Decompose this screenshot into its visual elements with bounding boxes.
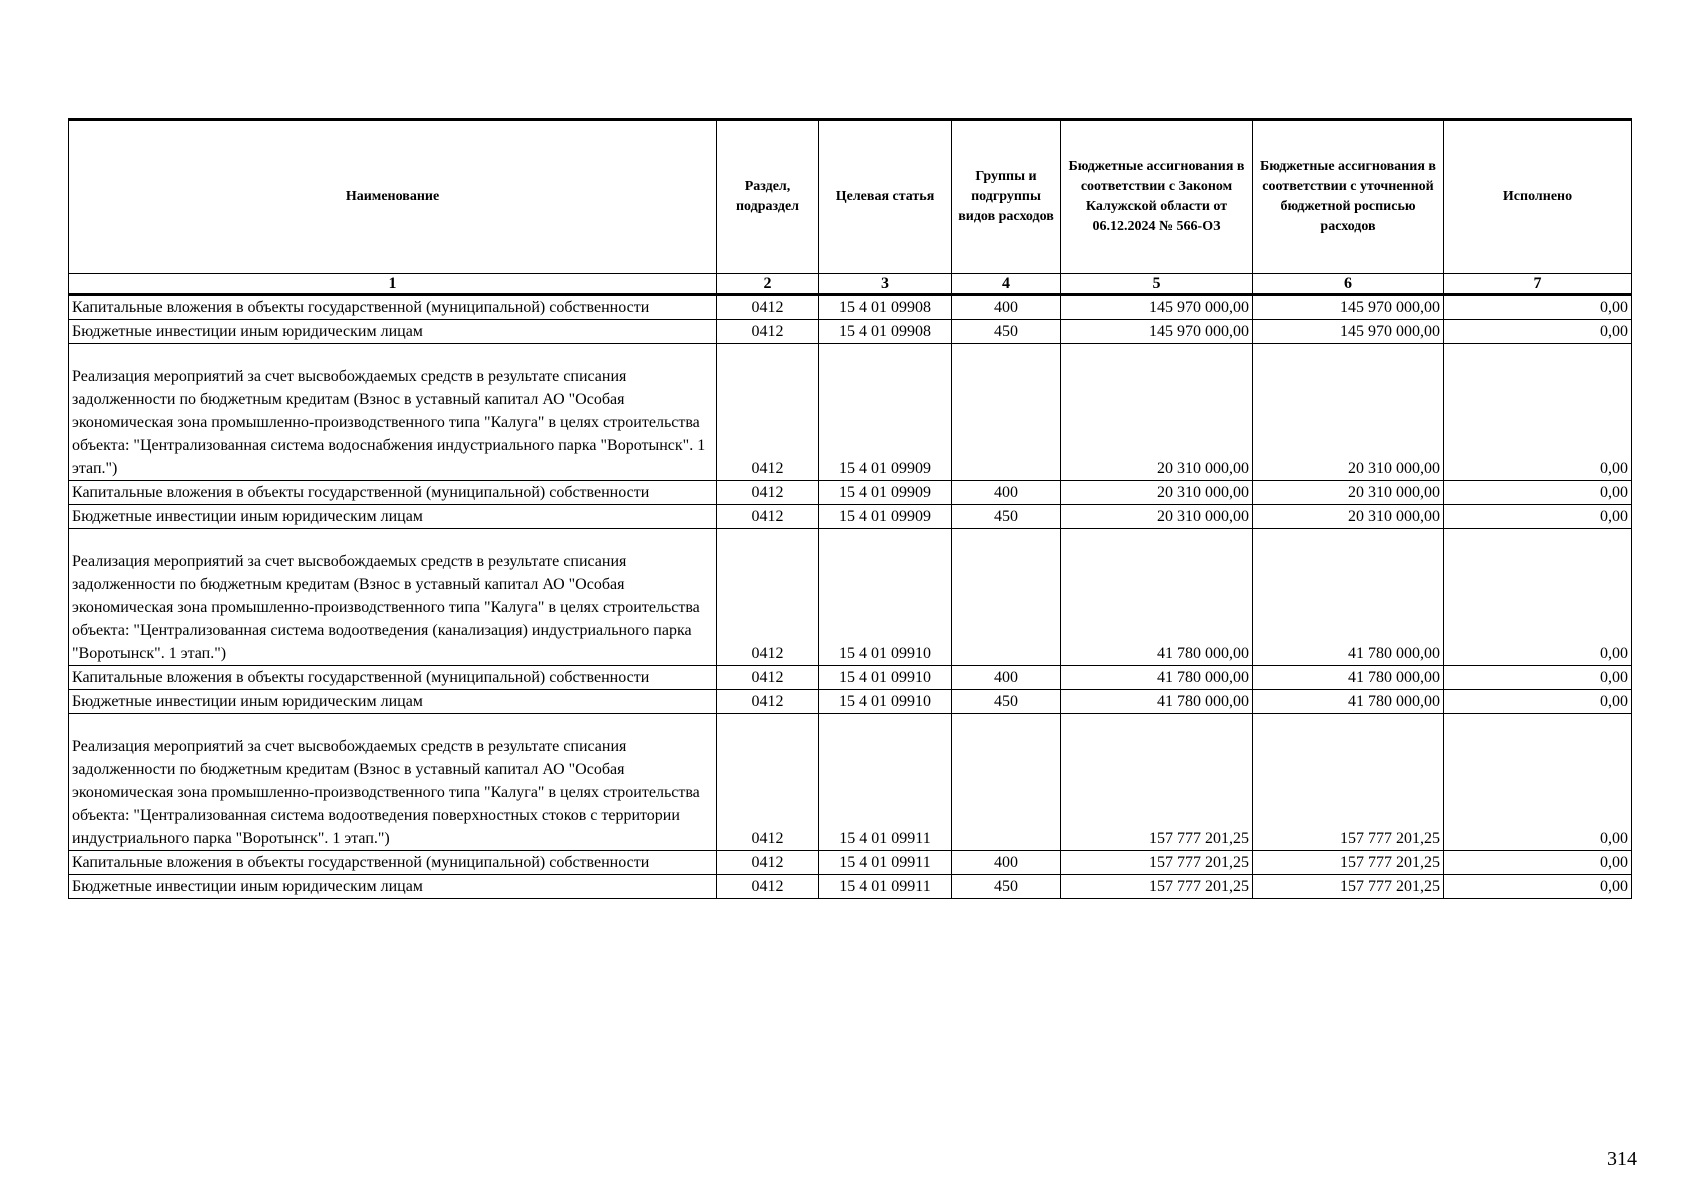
row-done-amount: 0,00 xyxy=(1444,481,1632,505)
row-law-amount: 41 780 000,00 xyxy=(1061,666,1253,690)
row-section: 0412 xyxy=(717,320,819,344)
header-group: Группы и подгруппы видов расходов xyxy=(952,120,1061,274)
row-section: 0412 xyxy=(717,690,819,714)
row-law-amount: 20 310 000,00 xyxy=(1061,505,1253,529)
row-name: Реализация мероприятий за счет высвобождаемых средств в результате списания задолженности по бюджетным кредитам (Взнос в уставный капитал АО "Особая экономическая зона промышленно-производственного типа "Калуга" в целях строительства объекта: "Централизованная система водоотведения (канализация) индустриального парка "Воротынск". 1 этап.") xyxy=(69,529,717,666)
budget-table xyxy=(68,118,1632,899)
table-row xyxy=(69,505,1632,529)
row-article: 15 4 01 09910 xyxy=(819,666,952,690)
table-row xyxy=(69,851,1632,875)
row-group: 400 xyxy=(952,851,1061,875)
row-law-amount: 157 777 201,25 xyxy=(1061,714,1253,851)
row-done-amount: 0,00 xyxy=(1444,529,1632,666)
row-section: 0412 xyxy=(717,666,819,690)
row-plan-amount: 157 777 201,25 xyxy=(1253,851,1444,875)
row-group xyxy=(952,529,1061,666)
column-number-row xyxy=(69,274,1632,295)
row-group xyxy=(952,714,1061,851)
row-article: 15 4 01 09909 xyxy=(819,505,952,529)
row-article: 15 4 01 09911 xyxy=(819,714,952,851)
page-number: 314 xyxy=(1607,1148,1637,1170)
row-plan-amount: 145 970 000,00 xyxy=(1253,295,1444,320)
row-name: Капитальные вложения в объекты государственной (муниципальной) собственности xyxy=(69,666,717,690)
row-group xyxy=(952,344,1061,481)
row-done-amount: 0,00 xyxy=(1444,295,1632,320)
table-row xyxy=(69,666,1632,690)
row-article: 15 4 01 09911 xyxy=(819,851,952,875)
row-law-amount: 20 310 000,00 xyxy=(1061,481,1253,505)
row-section: 0412 xyxy=(717,481,819,505)
row-article: 15 4 01 09910 xyxy=(819,690,952,714)
row-group: 400 xyxy=(952,295,1061,320)
row-article: 15 4 01 09910 xyxy=(819,529,952,666)
row-done-amount: 0,00 xyxy=(1444,875,1632,899)
row-plan-amount: 41 780 000,00 xyxy=(1253,690,1444,714)
header-section: Раздел, подраздел xyxy=(717,120,819,274)
row-plan-amount: 41 780 000,00 xyxy=(1253,529,1444,666)
row-name: Бюджетные инвестиции иным юридическим лицам xyxy=(69,875,717,899)
row-name: Капитальные вложения в объекты государственной (муниципальной) собственности xyxy=(69,851,717,875)
row-group: 400 xyxy=(952,666,1061,690)
row-article: 15 4 01 09911 xyxy=(819,875,952,899)
row-plan-amount: 20 310 000,00 xyxy=(1253,481,1444,505)
table-row xyxy=(69,714,1632,851)
table-row xyxy=(69,529,1632,666)
column-number: 7 xyxy=(1444,274,1632,295)
row-done-amount: 0,00 xyxy=(1444,320,1632,344)
row-article: 15 4 01 09909 xyxy=(819,481,952,505)
row-article: 15 4 01 09908 xyxy=(819,295,952,320)
row-section: 0412 xyxy=(717,875,819,899)
row-plan-amount: 20 310 000,00 xyxy=(1253,505,1444,529)
row-done-amount: 0,00 xyxy=(1444,690,1632,714)
row-plan-amount: 20 310 000,00 xyxy=(1253,344,1444,481)
row-law-amount: 41 780 000,00 xyxy=(1061,690,1253,714)
row-done-amount: 0,00 xyxy=(1444,344,1632,481)
row-plan-amount: 41 780 000,00 xyxy=(1253,666,1444,690)
header-name: Наименование xyxy=(69,120,717,274)
row-plan-amount: 157 777 201,25 xyxy=(1253,714,1444,851)
table-row xyxy=(69,481,1632,505)
header-done: Исполнено xyxy=(1444,120,1632,274)
row-section: 0412 xyxy=(717,851,819,875)
table-row xyxy=(69,344,1632,481)
row-section: 0412 xyxy=(717,344,819,481)
row-section: 0412 xyxy=(717,529,819,666)
table-row xyxy=(69,690,1632,714)
row-law-amount: 157 777 201,25 xyxy=(1061,875,1253,899)
row-done-amount: 0,00 xyxy=(1444,505,1632,529)
row-section: 0412 xyxy=(717,505,819,529)
row-group: 450 xyxy=(952,320,1061,344)
row-name: Реализация мероприятий за счет высвобождаемых средств в результате списания задолженности по бюджетным кредитам (Взнос в уставный капитал АО "Особая экономическая зона промышленно-производственного типа "Калуга" в целях строительства объекта: "Централизованная система водоотведения поверхностных стоков с территории индустриального парка "Воротынск". 1 этап.") xyxy=(69,714,717,851)
row-law-amount: 20 310 000,00 xyxy=(1061,344,1253,481)
row-group: 400 xyxy=(952,481,1061,505)
header-plan: Бюджетные ассигнования в соответствии с уточненной бюджетной росписью расходов xyxy=(1253,120,1444,274)
row-section: 0412 xyxy=(717,295,819,320)
row-group: 450 xyxy=(952,690,1061,714)
table-row xyxy=(69,295,1632,320)
column-number: 6 xyxy=(1253,274,1444,295)
table-row xyxy=(69,320,1632,344)
column-number: 3 xyxy=(819,274,952,295)
row-name: Бюджетные инвестиции иным юридическим лицам xyxy=(69,505,717,529)
row-plan-amount: 157 777 201,25 xyxy=(1253,875,1444,899)
row-name: Капитальные вложения в объекты государственной (муниципальной) собственности xyxy=(69,481,717,505)
column-number: 1 xyxy=(69,274,717,295)
column-number: 5 xyxy=(1061,274,1253,295)
row-group: 450 xyxy=(952,505,1061,529)
row-law-amount: 41 780 000,00 xyxy=(1061,529,1253,666)
row-done-amount: 0,00 xyxy=(1444,851,1632,875)
row-section: 0412 xyxy=(717,714,819,851)
row-article: 15 4 01 09908 xyxy=(819,320,952,344)
column-number: 4 xyxy=(952,274,1061,295)
row-article: 15 4 01 09909 xyxy=(819,344,952,481)
row-done-amount: 0,00 xyxy=(1444,666,1632,690)
column-number: 2 xyxy=(717,274,819,295)
row-done-amount: 0,00 xyxy=(1444,714,1632,851)
row-law-amount: 145 970 000,00 xyxy=(1061,295,1253,320)
row-law-amount: 157 777 201,25 xyxy=(1061,851,1253,875)
header-row xyxy=(69,120,1632,274)
row-name: Бюджетные инвестиции иным юридическим лицам xyxy=(69,320,717,344)
header-article: Целевая статья xyxy=(819,120,952,274)
row-name: Бюджетные инвестиции иным юридическим лицам xyxy=(69,690,717,714)
row-law-amount: 145 970 000,00 xyxy=(1061,320,1253,344)
row-name: Реализация мероприятий за счет высвобождаемых средств в результате списания задолженности по бюджетным кредитам (Взнос в уставный капитал АО "Особая экономическая зона промышленно-производственного типа "Калуга" в целях строительства объекта: "Централизованная система водоснабжения индустриального парка "Воротынск". 1 этап.") xyxy=(69,344,717,481)
row-plan-amount: 145 970 000,00 xyxy=(1253,320,1444,344)
row-name: Капитальные вложения в объекты государственной (муниципальной) собственности xyxy=(69,295,717,320)
table-row xyxy=(69,875,1632,899)
row-group: 450 xyxy=(952,875,1061,899)
header-law: Бюджетные ассигнования в соответствии с Законом Калужской области от 06.12.2024 № 566-ОЗ xyxy=(1061,120,1253,274)
